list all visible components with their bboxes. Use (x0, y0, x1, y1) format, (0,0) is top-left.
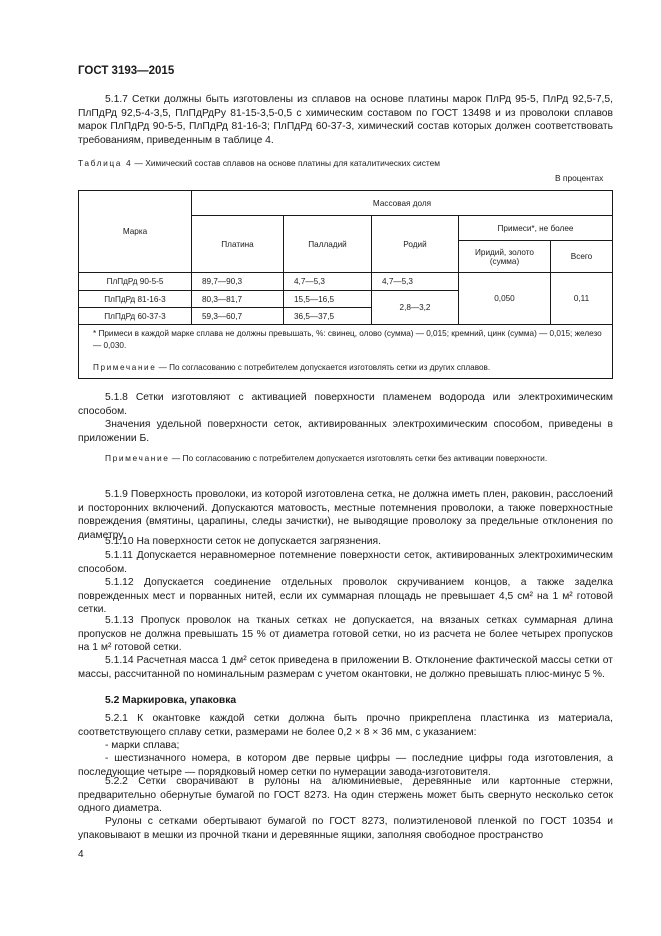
note-activation-text: — По согласованию с потребителем допускается изготовлять сетки без активации поверхности. (169, 453, 548, 463)
cell-rhodium: 2,8—3,2 (372, 291, 459, 325)
note-activation (78, 452, 613, 464)
paragraph-5-1-11: 5.1.11 Допускается неравномерное потемнение поверхности сеток, активированных электрохимическим способом. (78, 550, 613, 575)
col-rhodium-header: Родий (372, 216, 459, 273)
cell-platinum: 59,3—60,7 (192, 308, 284, 325)
paragraph-5-1-9: 5.1.9 Поверхность проволоки, из которой изготовлена сетка, не должна иметь плен, раковин, расслоений и посторонних включений. Допускаются матовость, местные потемнения проволоки, а также поверхностные повреждения (вмятины, царапины, следы зачистки), не выводящие проволоку за предельные отклонения по диаметру. (78, 489, 613, 541)
table-row (79, 273, 613, 291)
cell-mark: ПлПдРд 90-5-5 (79, 273, 192, 291)
cell-palladium: 4,7—5,3 (284, 273, 372, 291)
standard-header: ГОСТ 3193—2015 (78, 65, 175, 77)
cell-platinum: 89,7—90,3 (192, 273, 284, 291)
col-platinum-header: Платина (192, 216, 284, 273)
cell-rhodium: 4,7—5,3 (372, 273, 459, 291)
cell-palladium: 15,5—16,5 (284, 291, 372, 308)
col-ir-au-header: Иридий, золото (сумма) (459, 241, 551, 273)
paragraph-5-2-2: 5.2.2 Сетки сворачивают в рулоны на алюминиевые, деревянные или картонные стержни, предварительно обернутые бумагой по ГОСТ 8273. На один стержень может быть свернуто несколько сеток одного диаметра. (78, 776, 613, 814)
paragraph-5-1-8: 5.1.8 Сетки изготовляют с активацией поверхности пламенем водорода или электрохимическим способом. (78, 392, 613, 417)
list-item: - шестизначного номера, в котором две первые цифры — последние цифры года изготовления, а последующие четыре — порядковый номер сетки по нумерации завода-изготовителя. (78, 753, 613, 778)
paragraph-5-1-7: 5.1.7 Сетки должны быть изготовлены из сплавов на основе платины марок ПлРд 95-5, ПлРд 92,5-7,5, ПлПдРд 92,5-4-3,5, ПлПдРдРу 81-15-3,5-0,5 с химическим составом по ГОСТ 13498 и из проволоки сплавов марок ПлПдРд 90-5-5, ПлПдРд 81-16-3; ПлПдРд 60-37-3, химический состав которых должен соответствовать требованиям, приведенным в таблице 4. (78, 94, 613, 146)
col-mass-header: Массовая доля (192, 191, 613, 216)
col-mark-header: Марка (79, 191, 192, 273)
table-note-label: Примечание (93, 363, 157, 372)
cell-mark: ПлПдРд 60-37-3 (79, 308, 192, 325)
table-footnote: * Примеси в каждой марке сплава не должны превышать, %: свинец, олово (сумма) — 0,015; кремний, цинк (сумма) — 0,015; железо — 0,030. (79, 325, 613, 356)
table-caption (78, 157, 613, 169)
table-note (79, 355, 613, 379)
cell-total: 0,11 (551, 273, 613, 325)
paragraph-5-1-14: 5.1.14 Расчетная масса 1 дм² сеток приведена в приложении В. Отклонение фактической массы сетки от массы, рассчитанной по номинальным размерам с учетом окантовки, не должно превышать плюс-минус 5 %. (78, 655, 613, 680)
paragraph-5-1-12: 5.1.12 Допускается соединение отдельных проволок скручиванием концов, а также заделка поврежденных мест и порванных нитей, если их суммарная площадь не превышает 4,5 см² на 1 м² готовой сетки. (78, 577, 613, 615)
table-note-text: — По согласованию с потребителем допускается изготовлять сетки из других сплавов. (156, 363, 491, 372)
col-palladium-header: Палладий (284, 216, 372, 273)
paragraph-5-1-13: 5.1.13 Пропуск проволок на тканых сетках не допускается, на вязаных сетках суммарная длина пропусков не должна превышать 15 % от диаметра готовой сетки, но из расчета не более четырех пропусков на 1 м² готовой сетки. (78, 615, 613, 653)
table-caption-label: Таблица 4 (78, 158, 133, 168)
cell-platinum: 80,3—81,7 (192, 291, 284, 308)
section-heading-5-2: 5.2 Маркировка, упаковка (105, 695, 237, 706)
cell-palladium: 36,5—37,5 (284, 308, 372, 325)
table-caption-text: — Химический состав сплавов на основе платины для каталитических систем (132, 158, 441, 168)
note-activation-label: Примечание (105, 453, 170, 463)
list-item: - марки сплава; (105, 740, 180, 751)
paragraph-5-1-8-b: Значения удельной поверхности сеток, активированных электрохимическим способом, приведены в приложении Б. (78, 419, 613, 444)
paragraph-5-1-10: 5.1.10 На поверхности сеток не допускается загрязнения. (105, 536, 381, 547)
cell-mark: ПлПдРд 81-16-3 (79, 291, 192, 308)
page-number: 4 (78, 849, 84, 860)
table-unit: В процентах (555, 173, 604, 183)
chemical-composition-table (78, 190, 613, 379)
cell-ir-au: 0,050 (459, 273, 551, 325)
paragraph-5-2-1: 5.2.1 К окантовке каждой сетки должна быть прочно прикреплена пластинка из материала, соответствующего сплаву сетки, размерами не более 0,2 × 8 × 36 мм, с указанием: (78, 713, 613, 738)
col-impurities-header: Примеси*, не более (459, 216, 613, 241)
col-total-header: Всего (551, 241, 613, 273)
paragraph-5-2-2-b: Рулоны с сетками обертывают бумагой по ГОСТ 8273, полиэтиленовой пленкой по ГОСТ 10354 и упаковывают в мешки из прочной ткани и деревянные ящики, заполняя свободное пространство (78, 816, 613, 841)
